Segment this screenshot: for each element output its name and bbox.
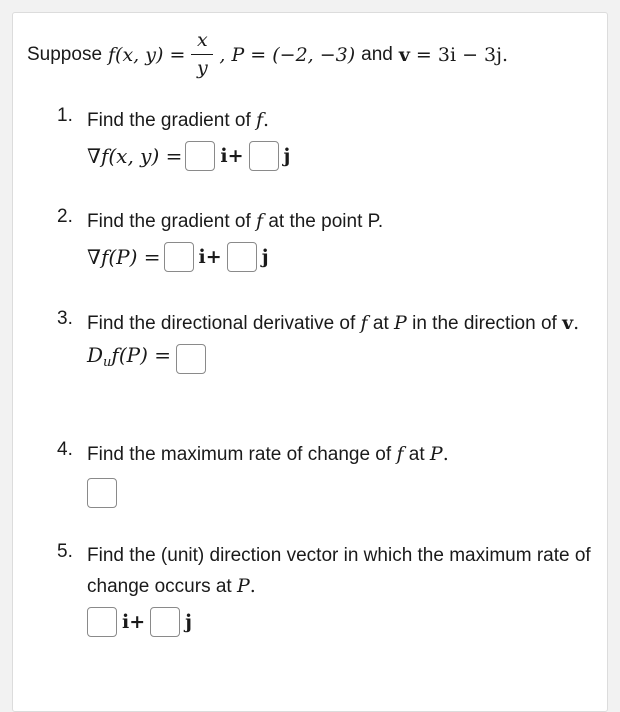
and-text: and — [361, 43, 393, 65]
question-text: Find the gradient of f at the point P. — [87, 210, 384, 232]
question-2 — [57, 206, 597, 277]
question-number: 2. — [57, 206, 73, 227]
j-label: j — [261, 246, 269, 268]
vector-v-symbol: v — [398, 43, 410, 66]
question-card — [12, 12, 608, 712]
answer-lhs: $D_uf(P)$ = — [87, 343, 172, 370]
question-4 — [57, 439, 597, 516]
suppose-text: Suppose — [27, 43, 103, 65]
question-1 — [57, 105, 597, 176]
fraction-x-over-y — [191, 31, 213, 78]
answer-line — [87, 136, 597, 176]
answer-input[interactable] — [176, 344, 206, 374]
answer-input[interactable] — [87, 478, 117, 508]
answer-input-i[interactable] — [164, 242, 194, 272]
fraction-denominator: y — [197, 57, 208, 79]
answer-line — [87, 602, 597, 642]
answer-input-j[interactable] — [249, 141, 279, 171]
answer-line — [87, 237, 597, 277]
i-plus-label: i+ — [198, 246, 222, 268]
i-plus-label: i+ — [122, 611, 146, 633]
point-definition: , P = (−2, −3) — [219, 43, 356, 66]
answer-input-i[interactable] — [87, 607, 117, 637]
function-definition: f(x, y) = — [108, 43, 186, 66]
answer-line — [87, 470, 597, 516]
question-text: Find the (unit) direction vector in which the maximum rate of change occurs at P. — [87, 545, 591, 597]
answer-input-i[interactable] — [185, 141, 215, 171]
vector-v-expression: = 3i − 3j. — [415, 43, 509, 66]
fraction-numerator: x — [197, 29, 208, 51]
j-label: j — [283, 145, 291, 167]
question-5 — [57, 541, 597, 642]
question-text: Find the maximum rate of change of f at P. — [87, 443, 449, 465]
question-number: 4. — [57, 439, 73, 460]
answer-input-j[interactable] — [150, 607, 180, 637]
question-text: Find the directional derivative of f at P in the direction of v. — [87, 312, 580, 334]
question-number: 5. — [57, 541, 73, 562]
answer-line — [87, 339, 597, 379]
question-3 — [57, 308, 597, 379]
problem-statement — [27, 31, 508, 78]
question-text: Find the gradient of f. — [87, 109, 270, 131]
i-plus-label: i+ — [220, 145, 244, 167]
question-number: 1. — [57, 105, 73, 126]
answer-input-j[interactable] — [227, 242, 257, 272]
answer-lhs: ∇f(P) = — [87, 245, 161, 269]
question-number: 3. — [57, 308, 73, 329]
answer-lhs: ∇f(x, y) = — [87, 144, 183, 168]
j-label: j — [185, 611, 193, 633]
